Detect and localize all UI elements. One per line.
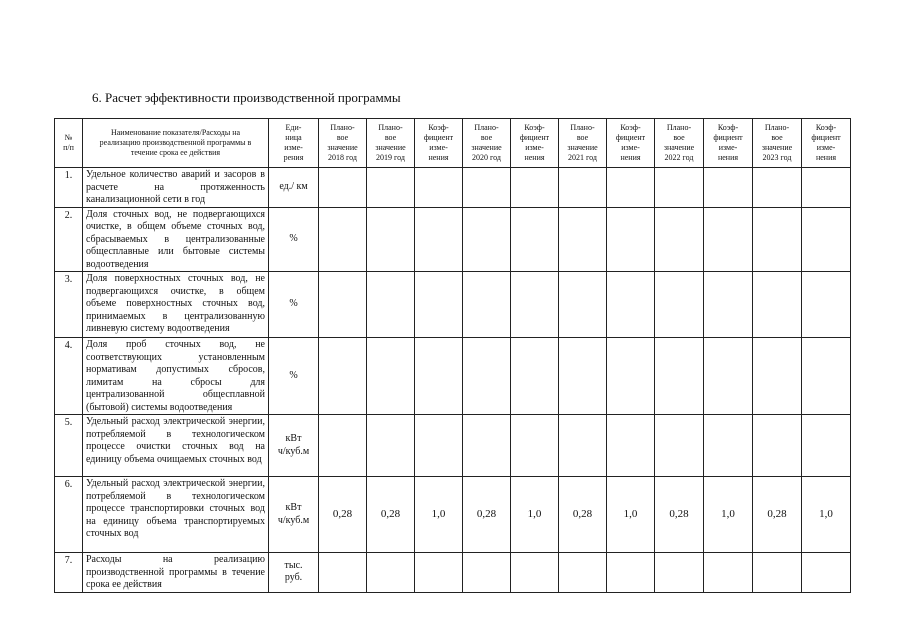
value-cell xyxy=(319,415,367,477)
value-cell xyxy=(511,415,559,477)
value-cell xyxy=(511,338,559,415)
value-cell xyxy=(753,272,802,338)
value-cell xyxy=(704,415,753,477)
value-cell: 0,28 xyxy=(319,477,367,553)
value-cell xyxy=(704,207,753,272)
value-cell xyxy=(607,272,655,338)
unit-cell: кВт ч/куб.м xyxy=(269,477,319,553)
value-cell: 1,0 xyxy=(704,477,753,553)
value-cell xyxy=(511,207,559,272)
value-cell xyxy=(753,207,802,272)
row-number: 4. xyxy=(55,338,83,415)
value-cell xyxy=(802,207,851,272)
value-cell xyxy=(559,168,607,208)
value-cell xyxy=(559,272,607,338)
table-row xyxy=(55,338,851,415)
unit-cell: кВт ч/куб.м xyxy=(269,415,319,477)
value-cell xyxy=(415,415,463,477)
value-cell xyxy=(367,338,415,415)
value-cell xyxy=(655,553,704,593)
value-cell xyxy=(463,207,511,272)
value-cell xyxy=(753,553,802,593)
value-cell: 0,28 xyxy=(367,477,415,553)
unit-cell: тыс. руб. xyxy=(269,553,319,593)
value-cell xyxy=(415,338,463,415)
value-cell xyxy=(655,207,704,272)
value-cell xyxy=(559,338,607,415)
indicator-name: Доля поверхностных сточных вод, не подвергающихся очистке, в общем объеме поверхностных сточных вод, принимаемых в централизованную ливневую систему водоотведения xyxy=(83,272,269,338)
value-cell xyxy=(511,272,559,338)
value-cell: 0,28 xyxy=(753,477,802,553)
indicator-name: Расходы на реализацию производственной программы в течение срока ее действия xyxy=(83,553,269,593)
value-cell: 0,28 xyxy=(655,477,704,553)
unit-cell: % xyxy=(269,272,319,338)
value-cell xyxy=(559,207,607,272)
column-header: № п/п xyxy=(55,119,83,168)
indicator-name: Удельный расход электрической энергии, потребляемой в технологическом процессе очистки сточных вод на единицу объема очищаемых сточных вод xyxy=(83,415,269,477)
value-cell xyxy=(559,553,607,593)
column-header: Наименование показателя/Расходы на реализацию производственной программы в течение срока ее действия xyxy=(83,119,269,168)
value-cell xyxy=(463,338,511,415)
value-cell xyxy=(415,168,463,208)
value-cell: 0,28 xyxy=(463,477,511,553)
value-cell: 1,0 xyxy=(802,477,851,553)
value-cell xyxy=(367,553,415,593)
value-cell xyxy=(704,338,753,415)
value-cell xyxy=(607,338,655,415)
column-header: Коэф- фициент изме- нения xyxy=(607,119,655,168)
value-cell xyxy=(463,553,511,593)
value-cell xyxy=(704,168,753,208)
column-header: Коэф- фициент изме- нения xyxy=(511,119,559,168)
value-cell xyxy=(802,415,851,477)
value-cell xyxy=(367,272,415,338)
column-header: Плано- вое значение 2019 год xyxy=(367,119,415,168)
column-header: Плано- вое значение 2020 год xyxy=(463,119,511,168)
efficiency-table xyxy=(54,118,851,593)
row-number: 3. xyxy=(55,272,83,338)
row-number: 5. xyxy=(55,415,83,477)
section-heading: 6. Расчет эффективности производственной программы xyxy=(92,90,401,105)
value-cell xyxy=(753,338,802,415)
value-cell xyxy=(607,168,655,208)
value-cell xyxy=(704,272,753,338)
value-cell xyxy=(463,168,511,208)
value-cell xyxy=(367,415,415,477)
indicator-name: Удельный расход электрической энергии, потребляемой в технологическом процессе транспортировки сточных вод на единицу объема транспортируемых сточных вод xyxy=(83,477,269,553)
value-cell xyxy=(559,415,607,477)
value-cell xyxy=(753,415,802,477)
value-cell xyxy=(655,415,704,477)
value-cell xyxy=(367,207,415,272)
column-header: Коэф- фициент изме- нения xyxy=(802,119,851,168)
value-cell xyxy=(655,272,704,338)
indicator-name: Доля сточных вод, не подвергающихся очистке, в общем объеме сточных вод, сбрасываемых в централизованные общесплавные или бытовые системы водоотведения xyxy=(83,207,269,272)
value-cell xyxy=(511,553,559,593)
value-cell xyxy=(319,272,367,338)
value-cell xyxy=(655,168,704,208)
row-number: 7. xyxy=(55,553,83,593)
table-row xyxy=(55,553,851,593)
value-cell xyxy=(415,553,463,593)
value-cell xyxy=(655,338,704,415)
value-cell xyxy=(607,207,655,272)
value-cell xyxy=(511,168,559,208)
value-cell xyxy=(802,168,851,208)
header-row xyxy=(55,119,851,168)
value-cell: 1,0 xyxy=(511,477,559,553)
column-header: Еди- ница изме- рения xyxy=(269,119,319,168)
table-row xyxy=(55,415,851,477)
column-header: Коэф- фициент изме- нения xyxy=(415,119,463,168)
value-cell xyxy=(367,168,415,208)
value-cell xyxy=(463,272,511,338)
column-header: Плано- вое значение 2018 год xyxy=(319,119,367,168)
row-number: 1. xyxy=(55,168,83,208)
value-cell: 0,28 xyxy=(559,477,607,553)
unit-cell: ед./ км xyxy=(269,168,319,208)
column-header: Плано- вое значение 2023 год xyxy=(753,119,802,168)
value-cell xyxy=(319,553,367,593)
column-header: Плано- вое значение 2022 год xyxy=(655,119,704,168)
row-number: 6. xyxy=(55,477,83,553)
value-cell: 1,0 xyxy=(607,477,655,553)
column-header: Коэф- фициент изме- нения xyxy=(704,119,753,168)
column-header: Плано- вое значение 2021 год xyxy=(559,119,607,168)
value-cell xyxy=(319,207,367,272)
value-cell xyxy=(319,338,367,415)
value-cell xyxy=(753,168,802,208)
value-cell xyxy=(415,207,463,272)
value-cell xyxy=(802,338,851,415)
table-row xyxy=(55,207,851,272)
value-cell: 1,0 xyxy=(415,477,463,553)
table-row xyxy=(55,272,851,338)
indicator-name: Удельное количество аварий и засоров в расчете на протяженность канализационной сети в год xyxy=(83,168,269,208)
value-cell xyxy=(802,553,851,593)
value-cell xyxy=(463,415,511,477)
value-cell xyxy=(802,272,851,338)
table-row xyxy=(55,168,851,208)
value-cell xyxy=(607,553,655,593)
value-cell xyxy=(704,553,753,593)
indicator-name: Доля проб сточных вод, не соответствующих установленным нормативам допустимых сбросов, лимитам на сбросы для централизованной общесплавной (бытовой) системы водоотведения xyxy=(83,338,269,415)
value-cell xyxy=(319,168,367,208)
unit-cell: % xyxy=(269,338,319,415)
value-cell xyxy=(607,415,655,477)
unit-cell: % xyxy=(269,207,319,272)
value-cell xyxy=(415,272,463,338)
table-row xyxy=(55,477,851,553)
row-number: 2. xyxy=(55,207,83,272)
